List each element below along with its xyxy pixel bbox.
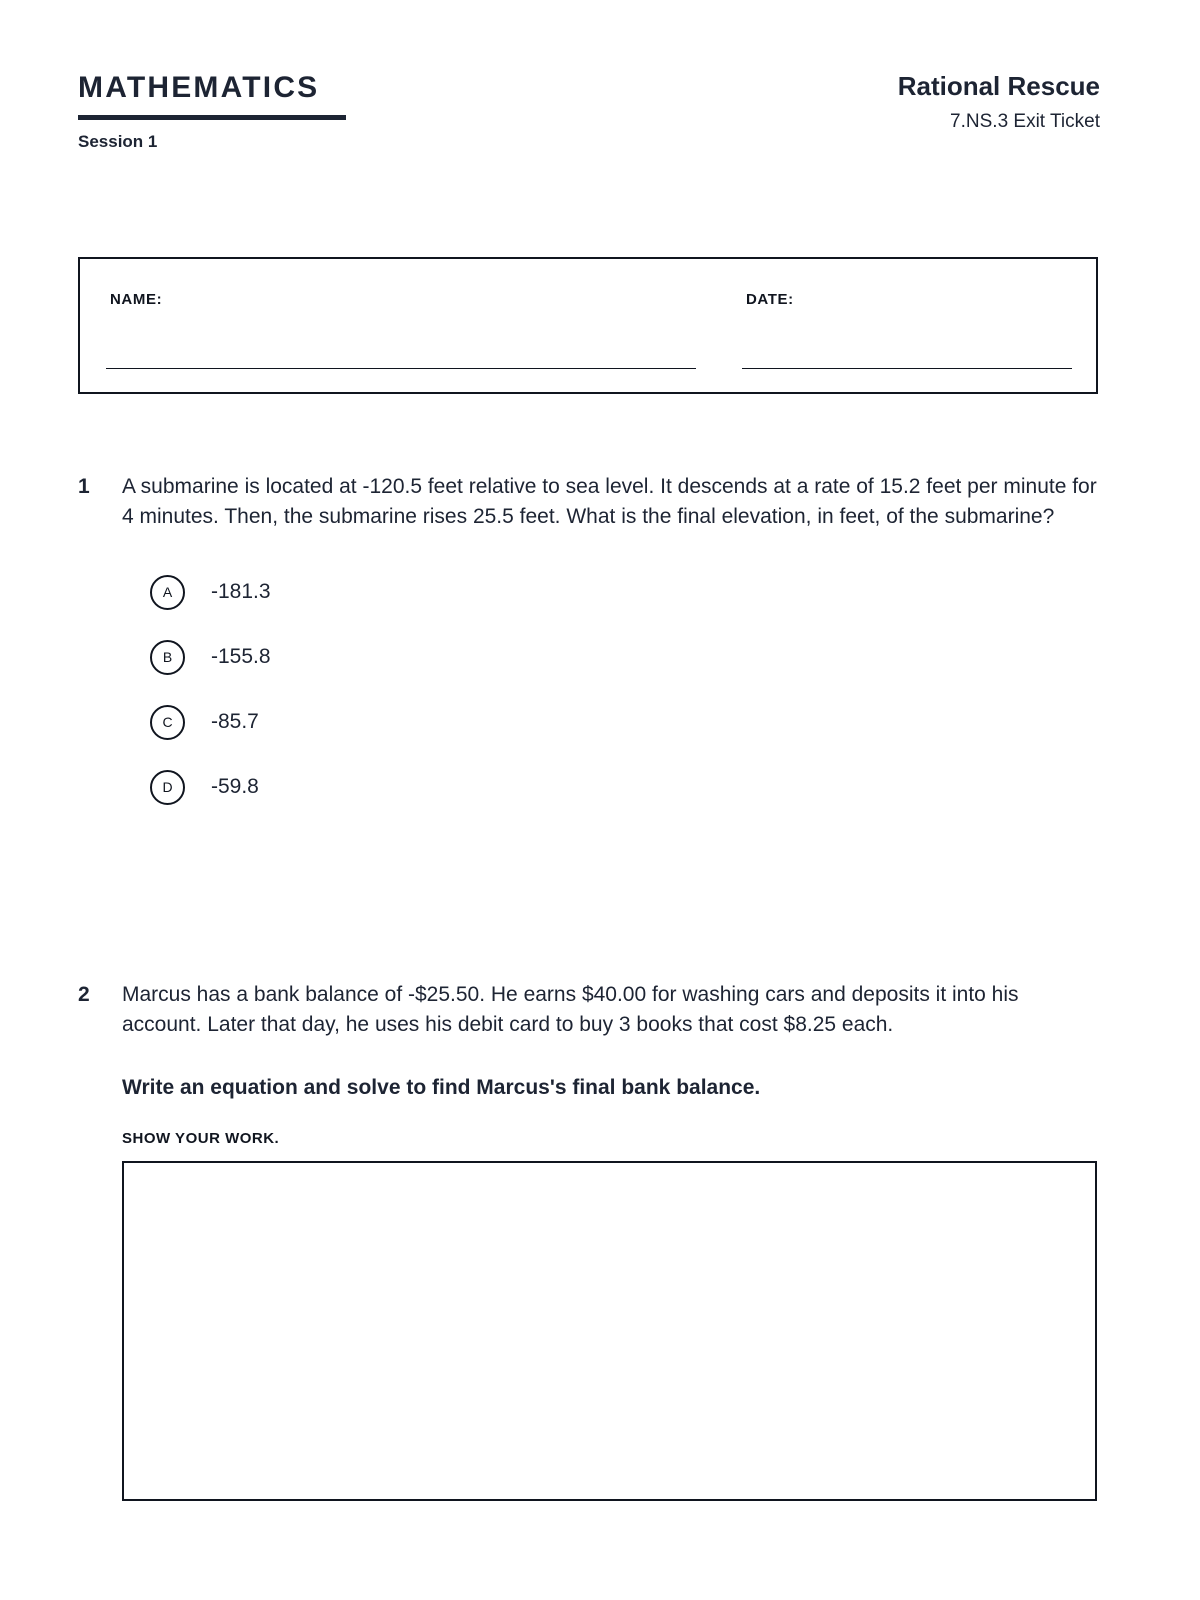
show-your-work-label: SHOW YOUR WORK.	[122, 1129, 280, 1147]
choice-bubble-b[interactable]: B	[150, 640, 185, 675]
title-underline-rule	[78, 115, 346, 120]
page-header	[78, 72, 1100, 182]
worksheet-title: Rational Rescue	[897, 71, 1100, 101]
question-1-text: A submarine is located at -120.5 feet relative to sea level. It descends at a rate of 15.2 feet per minute for 4 minutes. Then, the submarine rises 25.5 feet. What is the final elevation, in feet, of the submarine?	[122, 475, 1097, 528]
choice-option-b[interactable]	[150, 625, 1100, 690]
subject-title: MATHEMATICS	[78, 71, 320, 104]
header-right	[898, 72, 1100, 133]
question-2-number: 2	[78, 983, 90, 1006]
choice-text-b: -155.8	[211, 645, 271, 669]
question-1-number: 1	[78, 475, 90, 498]
date-input-line[interactable]	[742, 368, 1072, 369]
choice-bubble-d[interactable]: D	[150, 770, 185, 805]
student-info-box	[78, 257, 1098, 394]
question-2	[78, 980, 1100, 1501]
question-1	[78, 472, 1100, 820]
show-your-work-box[interactable]	[122, 1161, 1097, 1501]
worksheet-standard-subtitle: 7.NS.3 Exit Ticket	[950, 110, 1100, 132]
question-2-body	[122, 980, 1100, 1501]
choice-option-c[interactable]	[150, 690, 1100, 755]
question-1-choices	[150, 560, 1100, 820]
choice-text-c: -85.7	[211, 710, 259, 734]
name-input-line[interactable]	[106, 368, 696, 369]
question-2-text: Marcus has a bank balance of -$25.50. He earns $40.00 for washing cars and deposits it into his account. Later that day, he uses his debit card to buy 3 books that cost $8.25 each.	[122, 983, 1019, 1036]
date-label: DATE:	[746, 291, 794, 308]
choice-bubble-c[interactable]: C	[150, 705, 185, 740]
name-label: NAME:	[110, 291, 163, 308]
session-label: Session 1	[78, 131, 158, 151]
choice-text-a: -181.3	[211, 580, 271, 604]
choice-option-d[interactable]	[150, 755, 1100, 820]
question-2-prompt: Write an equation and solve to find Marcus's final bank balance.	[122, 1075, 761, 1099]
choice-bubble-a[interactable]: A	[150, 575, 185, 610]
header-left	[78, 72, 346, 152]
choice-text-d: -59.8	[211, 775, 259, 799]
question-1-body	[122, 472, 1100, 820]
choice-option-a[interactable]	[150, 560, 1100, 625]
